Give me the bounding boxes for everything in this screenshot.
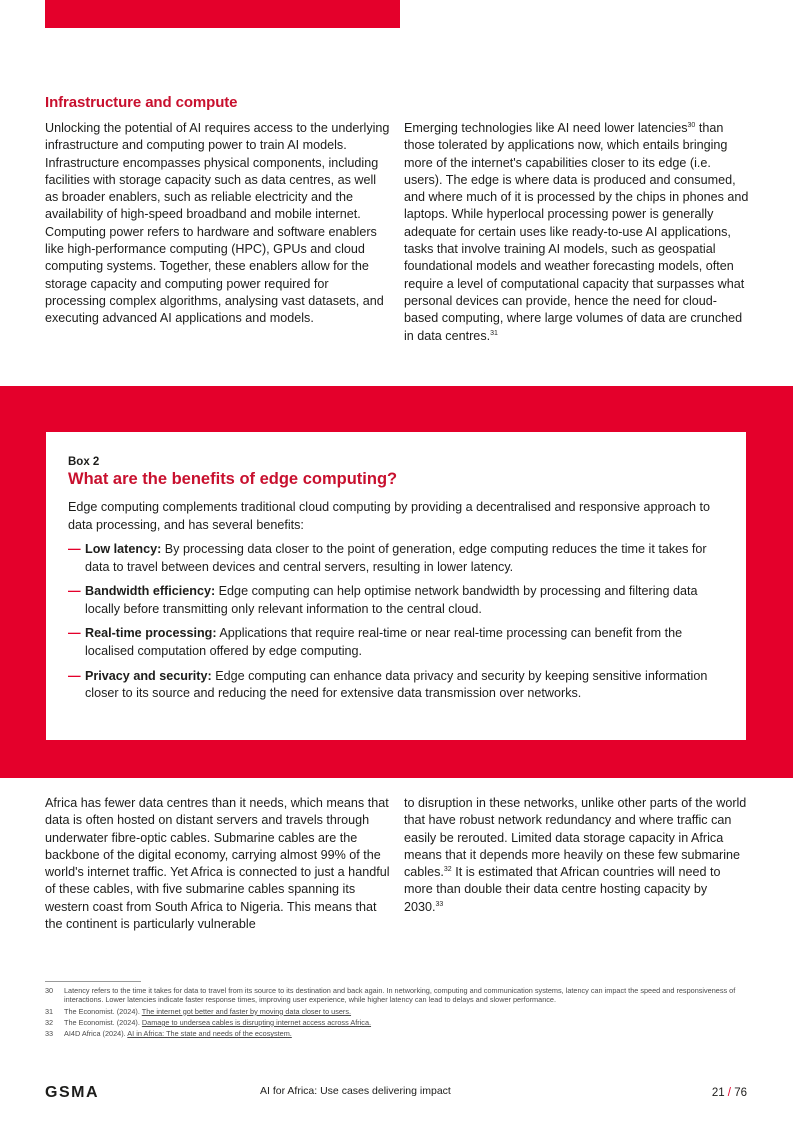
benefit-term: Low latency: [85,542,162,556]
footnote-number: 32 [45,1017,54,1027]
lower-right-paragraph: to disruption in these networks, unlike other parts of the world that have robust network redundancy and where traffic can easily be rerouted. Limited data storage capacity in Africa means that it depends more heavily on these few submarine cables.$^{32}$ It is estimated that African countries will need to more than double their data centre hosting capacity by 2030.33 [404,796,747,914]
footnote-ref-31[interactable]: 31 [490,329,498,337]
benefit-term: Real-time processing: [85,626,217,641]
footnote-ref-32[interactable]: 32 [443,866,452,874]
footnote-text: Latency refers to the time it takes for data to travel from its source to its destination and back again. In networking, computing and communication systems, latency can impact the speed and responsiveness of interactions. Lower latencies indicate faster response times, improving user experience, while higher latency can lead to delays and slower performance. [64,986,736,1005]
page-total: 76 [734,1087,747,1099]
footnote-text: The Economist. (2024). The internet got better and faster by moving data closer to users. [64,1006,352,1016]
page-number [712,1087,747,1099]
gsma-logo: GSMA [45,1084,99,1101]
box-title: What are the benefits of edge computing? [68,470,398,488]
footnote-31 [45,1007,745,1016]
footnote-33 [45,1029,745,1038]
box-label: Box 2 [68,456,100,468]
footnote-30 [45,986,745,1005]
benefit-text: Edge computing can enhance data privacy and security by keeping sensitive information closer to its source and reducing the need for extensive data transmission over networks. [85,668,708,701]
footnote-ref-30[interactable]: 30 [687,122,696,129]
dash-bullet-icon: — [68,542,81,556]
dash-bullet-icon: — [68,584,81,599]
box-intro: Edge computing complements traditional cloud computing by providing a decentralised and responsive approach to data processing, and has several benefits: [68,500,710,532]
benefit-text: Applications that require real-time or near real-time processing can benefit from the localised computation offered by edge computing. [85,626,683,658]
footnote-number: 31 [45,1006,54,1016]
section-right-paragraph: Emerging technologies like AI need lower latencies$^{30}$ than those tolerated by applications now, which entails bringing more of the internet's capabilities closer to its edge (i.e. users). The edge is where data is produced and consumed, and where much of it is processed by the chips in phones and laptops. While hyperlocal processing power is generally adequate for certain uses like ready-to-use AI applications, tasks that involve training AI models, such as geospatial foundational models and weather forecasting models, often require a level of computational capacity that surpasses what personal devices can provide, hence the need for cloud-based computing, where large volumes of data are crunched in data centres.$^{31}$ [404,121,749,343]
benefit-low-latency [68,541,724,576]
footnote-number: 30 [45,986,54,995]
footnote-32 [45,1018,745,1027]
page-current: 21 [711,1087,725,1099]
footnotes [45,986,745,1040]
footnote-ref-33[interactable]: 33 [435,900,444,908]
page-separator: / [724,1087,735,1099]
benefit-bandwidth-efficiency [68,583,724,618]
benefit-real-time-processing [68,625,724,660]
dash-bullet-icon: — [68,668,81,683]
footnote-divider [45,981,141,982]
footnote-link[interactable]: The internet got better and faster by moving data closer to users. [141,1006,352,1016]
footnote-text: The Economist. (2024). Damage to undersea cables is disrupting internet access across Africa. [64,1017,372,1027]
benefit-text: By processing data closer to the point of generation, edge computing reduces the time it takes for data to travel between devices and central servers, resulting in lower latency. [85,542,707,574]
footnote-link[interactable]: Damage to undersea cables is disrupting internet access across Africa. [141,1017,372,1027]
top-accent-bar [45,0,400,28]
lower-left-paragraph: Africa has fewer data centres than it needs, which means that data is often hosted on distant servers and travels through underwater fibre-optic cables. Submarine cables are the backbone of the digital economy, carrying almost 99% of the world's internet traffic. Yet Africa is connected to just a handful of these cables, with five submarine cables spanning its western coast from South Africa to Nigeria. This means that the continent is particularly vulnerable [45,796,390,932]
benefit-term: Privacy and security: [85,668,212,683]
benefit-privacy-security [68,668,724,703]
dash-bullet-icon: — [68,626,81,641]
edge-computing-box [46,432,746,740]
footnote-text: AI4D Africa (2024). AI in Africa: The state and needs of the ecosystem. [64,1029,292,1039]
section-title: Infrastructure and compute [45,94,238,111]
section-left-paragraph: Unlocking the potential of AI requires access to the underlying infrastructure and computing power to train AI models. Infrastructure encompasses physical components, including facilities with storage capacity such as data centres, as well as broader enablers, such as reliable electricity and the availability of high-speed broadband and mobile internet. Computing power refers to hardware and software enablers like high-performance computing (HPC), GPUs and cloud computing systems. Together, these enablers allow for the storage capacity and computing power required for processing complex algorithms, analysing vast datasets, and executing advanced AI applications and models. [45,121,390,326]
footer-document-title: AI for Africa: Use cases delivering impact [260,1085,451,1097]
benefit-term: Bandwidth efficiency: [85,584,216,599]
benefit-text: Edge computing can help optimise network bandwidth by processing and filtering data locally before transmitting only relevant information to the central cloud. [85,584,698,616]
footnote-number: 33 [45,1029,54,1039]
footnote-link[interactable]: AI in Africa: The state and needs of the ecosystem. [127,1029,292,1039]
